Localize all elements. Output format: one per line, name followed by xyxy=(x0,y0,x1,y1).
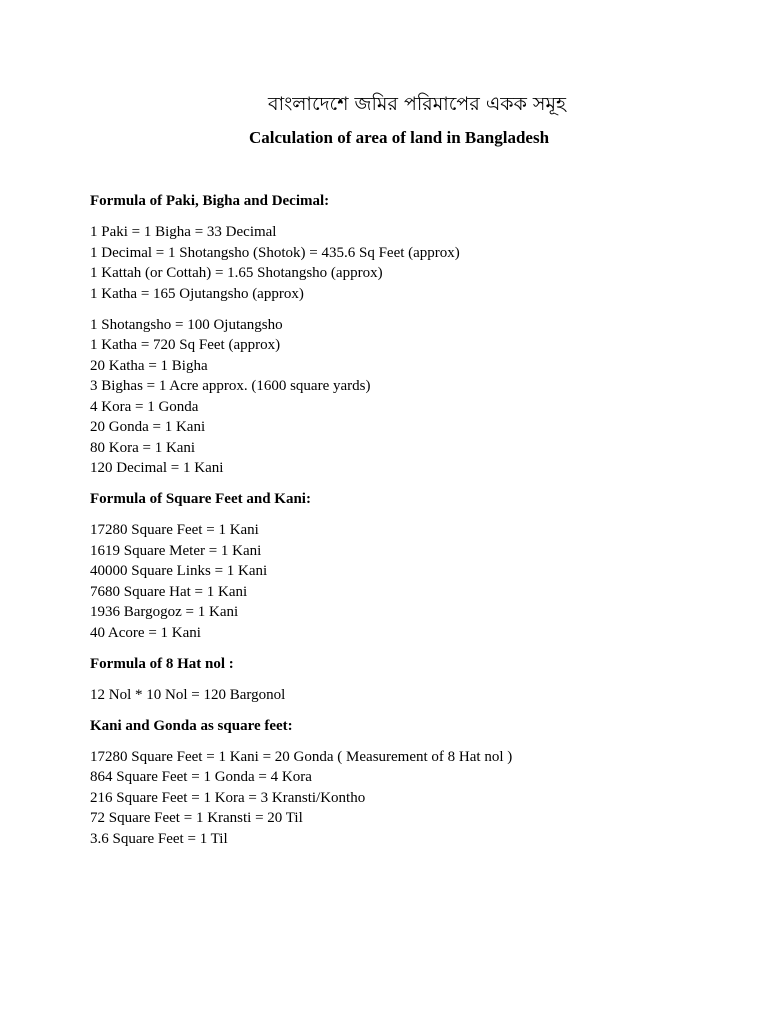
section-heading: Formula of Paki, Bigha and Decimal: xyxy=(90,193,330,209)
section-heading: Formula of 8 Hat nol : xyxy=(90,655,234,672)
formula-group xyxy=(90,685,690,706)
section-heading: Kani and Gonda as square feet: xyxy=(90,717,293,734)
page-title: Calculation of area of land in Bangladesh xyxy=(248,128,550,147)
formula-line: 80 Kora = 1 Kani xyxy=(90,439,196,456)
formula-group xyxy=(90,520,690,643)
section-heading: Formula of Square Feet and Kani: xyxy=(90,491,311,507)
document-body xyxy=(90,191,690,860)
formula-line: 120 Decimal = 1 Kani xyxy=(90,460,224,476)
formula-line: 17280 Square Feet = 1 Kani xyxy=(90,522,259,538)
formula-line: 72 Square Feet = 1 Kransti = 20 Til xyxy=(90,810,303,826)
formula-line: 7680 Square Hat = 1 Kani xyxy=(90,583,248,600)
formula-line: 1 Kattah (or Cottah) = 1.65 Shotangsho (approx) xyxy=(90,265,383,281)
formula-line: 1619 Square Meter = 1 Kani xyxy=(90,542,262,559)
formula-line: 20 Gonda = 1 Kani xyxy=(90,419,206,435)
formula-line: 3.6 Square Feet = 1 Til xyxy=(90,830,228,847)
formula-line: 1 Katha = 165 Ojutangsho (approx) xyxy=(90,285,304,302)
formula-line: 20 Katha = 1 Bigha xyxy=(90,357,208,374)
formula-line: 1 Shotangsho = 100 Ojutangsho xyxy=(90,316,283,333)
formula-group xyxy=(90,315,690,479)
formula-line: 40 Acore = 1 Kani xyxy=(90,624,201,641)
formula-line: 4 Kora = 1 Gonda xyxy=(90,398,199,415)
formula-line: 1936 Bargogoz = 1 Kani xyxy=(90,604,239,620)
formula-line: 3 Bighas = 1 Acre approx. (1600 square yards) xyxy=(90,378,371,394)
formula-line: 1 Katha = 720 Sq Feet (approx) xyxy=(90,337,281,353)
formula-line: 17280 Square Feet = 1 Kani = 20 Gonda ( Measurement of 8 Hat nol ) xyxy=(90,748,513,765)
formula-line: 864 Square Feet = 1 Gonda = 4 Kora xyxy=(90,769,312,785)
formula-line: 1 Paki = 1 Bigha = 33 Decimal xyxy=(90,224,277,240)
formula-line: 40000 Square Links = 1 Kani xyxy=(90,563,268,579)
formula-group xyxy=(90,222,690,304)
formula-line: 216 Square Feet = 1 Kora = 3 Kransti/Kontho xyxy=(90,789,366,806)
formula-group xyxy=(90,747,690,850)
formula-line: 12 Nol * 10 Nol = 120 Bargonol xyxy=(90,686,286,703)
formula-line: 1 Decimal = 1 Shotangsho (Shotok) = 435.6 Sq Feet (approx) xyxy=(90,244,460,261)
page-title-bengali: বাংলাদেশে জমির পরিমাপের একক সমূহ xyxy=(268,93,566,115)
